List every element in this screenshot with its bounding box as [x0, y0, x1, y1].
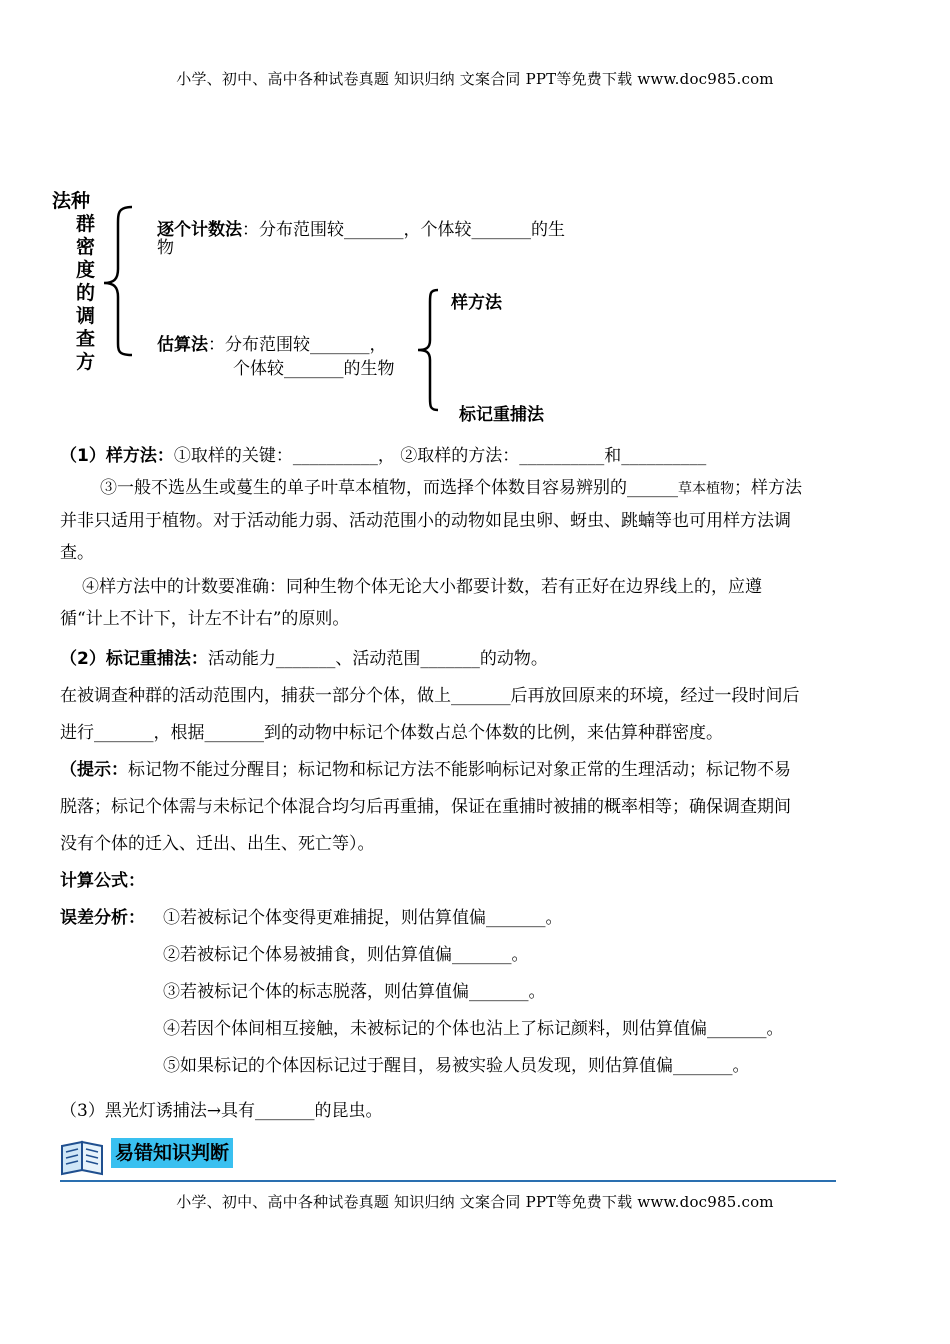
estimate-method-label: 估算法 [157, 335, 208, 355]
s2-line3: 进行_______，根据_______到的动物中标记个体数占总个体数的比例，来估算种群密度。 [60, 723, 723, 743]
s1-line2-small: 草本植物 [678, 481, 734, 497]
s1-line3: 并非只适用于植物。对于活动能力弱、活动范围小的动物如昆虫卵、蚜虫、跳蝻等也可用样方法调 [60, 511, 791, 531]
formula-label: 计算公式： [60, 871, 145, 891]
estimate-method-text2: 个体较_______的生物 [233, 359, 395, 379]
diagram-title-column: 群密度的调查方 [76, 213, 96, 373]
s2-tip2: 脱落；标记个体需与未标记个体混合均匀后再重捕，保证在重捕时被捕的概率相等；确保调查期间 [60, 797, 791, 817]
error-item: ①若被标记个体变得更难捕捉，则估算值偏_______。 [163, 908, 563, 928]
s2-line1-text: 活动能力_______、活动范围_______的动物。 [207, 649, 548, 669]
s1-line1 [60, 440, 892, 472]
s1-label: （1）样方法： [60, 446, 174, 466]
error-item: ④若因个体间相互接触，未被标记的个体也沾上了标记颜料，则估算值偏_______。 [163, 1019, 784, 1039]
error-item: ③若被标记个体的标志脱落，则估算值偏_______。 [163, 982, 546, 1002]
left-brace-icon [100, 205, 160, 357]
count-method-label: 逐个计数法 [157, 220, 242, 240]
error-list [60, 900, 892, 1085]
section-banner: 易错知识判断 [111, 1138, 233, 1168]
estimate-method-text1: ：分布范围较_______， [208, 335, 387, 355]
s1-line5: ④样方法中的计数要准确：同种生物个体无论大小都要计数，若有正好在边界线上的，应遵 [82, 577, 762, 597]
page-header: 小学、初中、高中各种试卷真题 知识归纳 文案合同 PPT等免费下载 www.doc985.com [176, 70, 774, 88]
diagram-title-top: 法种 [52, 190, 91, 212]
estimate-method-line [157, 330, 387, 355]
count-method-cut: 物 [157, 238, 174, 258]
s1-line4: 查。 [60, 543, 94, 563]
error-label: 误差分析： [60, 908, 145, 928]
s1-line2-end: ；样方法 [734, 478, 802, 498]
page-footer: 小学、初中、高中各种试卷真题 知识归纳 文案合同 PPT等免费下载 www.doc985.com [176, 1193, 774, 1211]
s3-line: （3）黑光灯诱捕法→具有_______的昆虫。 [60, 1101, 383, 1121]
s2-label: （2）标记重捕法： [60, 649, 208, 669]
count-method-line [157, 215, 565, 240]
diagram-title [52, 190, 104, 374]
s1-line1-text: ①取样的关键：__________， ②取样的方法：__________和__________ [173, 446, 707, 466]
mark-recapture-label: 标记重捕法 [459, 405, 544, 425]
s2-tip1 [60, 752, 892, 789]
s1-line2-text: ③一般不选丛生或蔓生的单子叶草本植物，而选择个体数目容易辨别的______ [100, 478, 678, 498]
s1-line6: 循“计上不计下，计左不计右”的原则。 [60, 609, 350, 629]
s2-paragraph [60, 641, 892, 1085]
error-item: ⑤如果标记的个体因标记过于醒目，易被实验人员发现，则估算值偏_______。 [163, 1056, 750, 1076]
error-analysis [60, 900, 892, 1085]
count-method-text: ：分布范围较_______，个体较_______的生 [242, 220, 565, 240]
s2-tip3: 没有个体的迁入、迁出、出生、死亡等）。 [60, 834, 375, 854]
s1-line2 [60, 472, 892, 505]
s2-tip1-text: 标记物不能过分醒目；标记物和标记方法不能影响标记对象正常的生理活动；标记物不易 [128, 760, 791, 780]
s2-line1 [60, 641, 892, 678]
s2-line2: 在被调查种群的活动范围内，捕获一部分个体，做上_______后再放回原来的环境，经过一段时间后 [60, 686, 800, 706]
right-brace-icon [412, 288, 452, 412]
book-icon [58, 1136, 108, 1176]
divider [60, 1180, 836, 1182]
s2-tip-label: （提示： [60, 760, 128, 780]
sample-method-label: 样方法 [451, 293, 502, 313]
s1-paragraph [60, 440, 892, 635]
error-item: ②若被标记个体易被捕食，则估算值偏_______。 [163, 945, 529, 965]
